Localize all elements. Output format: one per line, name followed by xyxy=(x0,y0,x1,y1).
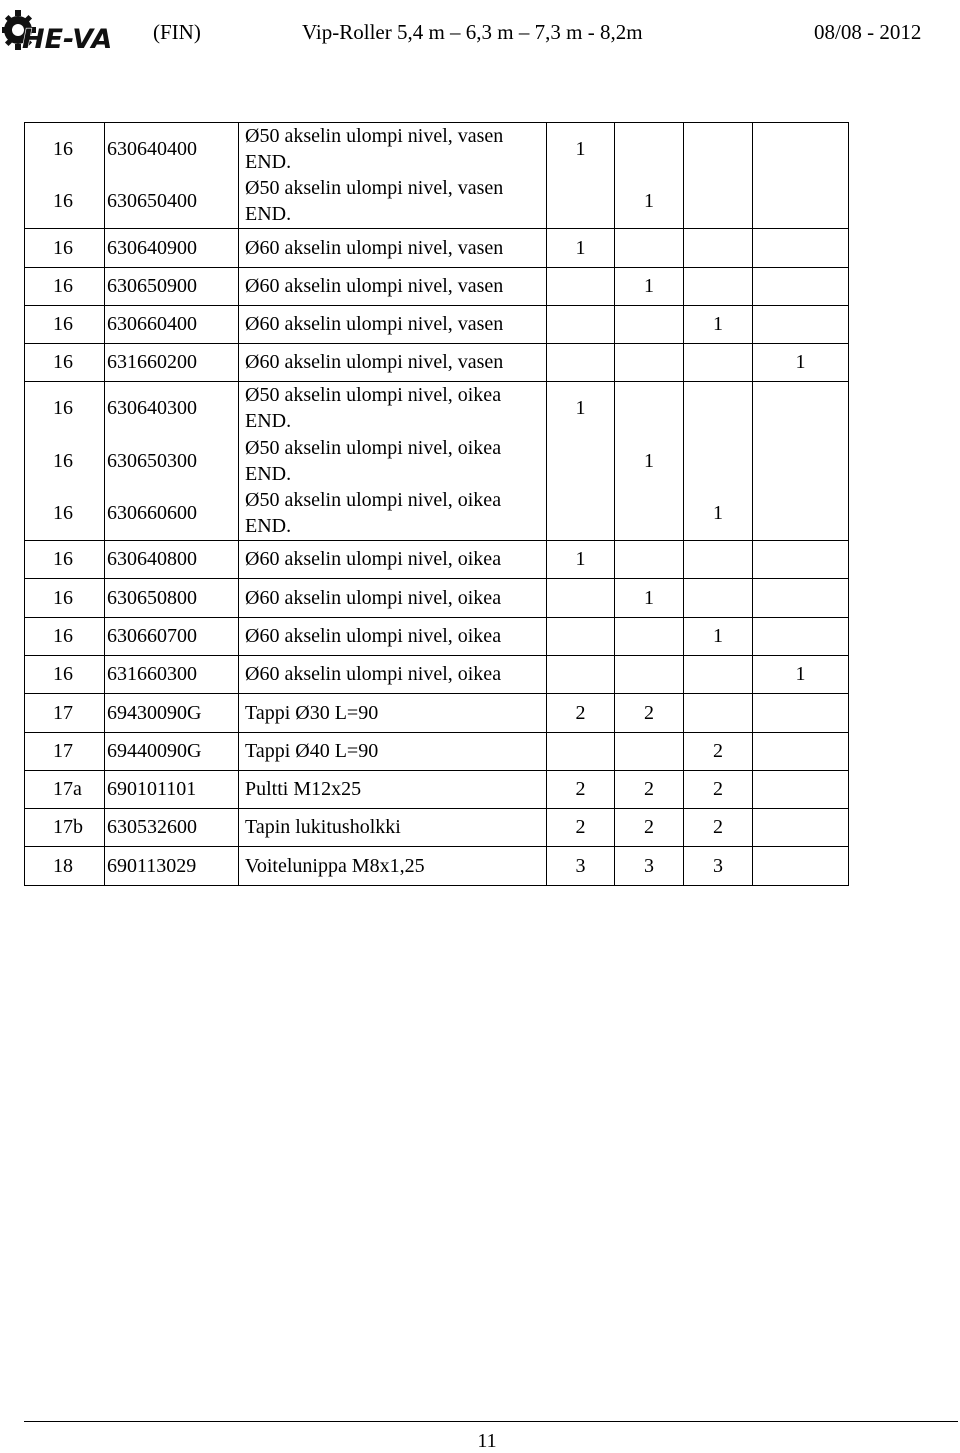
table-row xyxy=(25,808,849,846)
table-row xyxy=(25,381,849,434)
part-number-cell: 631660200 xyxy=(105,343,239,381)
part-number-cell: 630660700 xyxy=(105,617,239,655)
part-number-cell: 631660300 xyxy=(105,655,239,693)
item-ref-cell: 16 xyxy=(25,305,105,343)
page-number: 11 xyxy=(477,1430,497,1452)
quantity-cell xyxy=(753,381,849,434)
quantity-cell xyxy=(547,487,615,540)
quantity-cell xyxy=(547,617,615,655)
quantity-cell xyxy=(753,846,849,885)
quantity-cell xyxy=(684,655,753,693)
quantity-cell xyxy=(753,305,849,343)
table-row xyxy=(25,655,849,693)
description-cell: Ø60 akselin ulompi nivel, oikea xyxy=(239,617,547,655)
quantity-cell xyxy=(684,578,753,617)
item-ref-cell: 17b xyxy=(25,808,105,846)
quantity-cell xyxy=(615,732,684,770)
quantity-cell xyxy=(753,808,849,846)
page-header xyxy=(0,0,960,66)
quantity-cell: 1 xyxy=(615,175,684,228)
quantity-cell: 3 xyxy=(684,846,753,885)
part-number-cell: 630660400 xyxy=(105,305,239,343)
quantity-cell: 1 xyxy=(684,617,753,655)
quantity-cell xyxy=(753,770,849,808)
table-row xyxy=(25,540,849,578)
quantity-cell xyxy=(615,343,684,381)
quantity-cell xyxy=(615,617,684,655)
item-ref-cell: 17 xyxy=(25,693,105,732)
quantity-cell: 2 xyxy=(547,770,615,808)
description-cell: Ø60 akselin ulompi nivel, oikea xyxy=(239,578,547,617)
quantity-cell xyxy=(684,267,753,305)
quantity-cell xyxy=(753,732,849,770)
item-ref-cell: 16 xyxy=(25,655,105,693)
part-number-cell: 630532600 xyxy=(105,808,239,846)
quantity-cell xyxy=(753,578,849,617)
table-row xyxy=(25,123,849,176)
part-number-cell: 69440090G xyxy=(105,732,239,770)
item-ref-cell: 16 xyxy=(25,267,105,305)
quantity-cell xyxy=(547,655,615,693)
quantity-cell: 2 xyxy=(615,693,684,732)
description-cell: Ø60 akselin ulompi nivel, vasen xyxy=(239,228,547,267)
quantity-cell: 1 xyxy=(753,343,849,381)
part-number-cell: 630640300 xyxy=(105,381,239,434)
quantity-cell xyxy=(547,578,615,617)
quantity-cell xyxy=(684,434,753,487)
quantity-cell xyxy=(615,655,684,693)
table-row xyxy=(25,305,849,343)
table-row xyxy=(25,732,849,770)
part-number-cell: 690113029 xyxy=(105,846,239,885)
quantity-cell xyxy=(684,693,753,732)
quantity-cell: 2 xyxy=(684,732,753,770)
part-number-cell: 630660600 xyxy=(105,487,239,540)
quantity-cell: 1 xyxy=(547,540,615,578)
quantity-cell xyxy=(753,123,849,176)
quantity-cell xyxy=(615,487,684,540)
quantity-cell: 1 xyxy=(547,123,615,176)
item-ref-cell: 18 xyxy=(25,846,105,885)
quantity-cell: 2 xyxy=(684,808,753,846)
part-number-cell: 630650800 xyxy=(105,578,239,617)
quantity-cell xyxy=(753,693,849,732)
item-ref-cell: 16 xyxy=(25,540,105,578)
description-cell: Ø50 akselin ulompi nivel, vasen END. xyxy=(239,123,547,176)
part-number-cell: 690101101 xyxy=(105,770,239,808)
quantity-cell xyxy=(547,434,615,487)
table-row xyxy=(25,228,849,267)
document-date: 08/08 - 2012 xyxy=(814,20,922,44)
description-cell: Tappi Ø30 L=90 xyxy=(239,693,547,732)
language-code: (FIN) xyxy=(153,20,201,44)
item-ref-cell: 16 xyxy=(25,381,105,434)
part-number-cell: 630640800 xyxy=(105,540,239,578)
table-row xyxy=(25,175,849,228)
part-number-cell: 630650300 xyxy=(105,434,239,487)
item-ref-cell: 16 xyxy=(25,434,105,487)
quantity-cell: 2 xyxy=(684,770,753,808)
table-row xyxy=(25,578,849,617)
quantity-cell: 2 xyxy=(615,808,684,846)
table-row xyxy=(25,770,849,808)
item-ref-cell: 16 xyxy=(25,617,105,655)
quantity-cell: 3 xyxy=(547,846,615,885)
description-cell: Ø50 akselin ulompi nivel, oikea END. xyxy=(239,434,547,487)
parts-table-body xyxy=(25,123,849,886)
quantity-cell xyxy=(753,434,849,487)
item-ref-cell: 16 xyxy=(25,343,105,381)
part-number-cell: 630650900 xyxy=(105,267,239,305)
quantity-cell: 1 xyxy=(615,267,684,305)
document-title: Vip-Roller 5,4 m – 6,3 m – 7,3 m - 8,2m xyxy=(302,20,643,44)
quantity-cell xyxy=(753,487,849,540)
item-ref-cell: 17a xyxy=(25,770,105,808)
quantity-cell xyxy=(684,228,753,267)
parts-table xyxy=(24,122,849,886)
item-ref-cell: 16 xyxy=(25,123,105,176)
quantity-cell xyxy=(547,732,615,770)
description-cell: Pultti M12x25 xyxy=(239,770,547,808)
item-ref-cell: 16 xyxy=(25,175,105,228)
quantity-cell xyxy=(753,175,849,228)
item-ref-cell: 16 xyxy=(25,487,105,540)
quantity-cell xyxy=(684,381,753,434)
description-cell: Ø60 akselin ulompi nivel, vasen xyxy=(239,343,547,381)
quantity-cell: 1 xyxy=(684,305,753,343)
table-row xyxy=(25,487,849,540)
quantity-cell xyxy=(615,381,684,434)
quantity-cell: 1 xyxy=(547,381,615,434)
quantity-cell: 3 xyxy=(615,846,684,885)
quantity-cell: 1 xyxy=(753,655,849,693)
table-row xyxy=(25,343,849,381)
quantity-cell xyxy=(684,175,753,228)
quantity-cell xyxy=(753,540,849,578)
description-cell: Ø60 akselin ulompi nivel, vasen xyxy=(239,267,547,305)
description-cell: Ø60 akselin ulompi nivel, oikea xyxy=(239,540,547,578)
part-number-cell: 630640900 xyxy=(105,228,239,267)
quantity-cell xyxy=(615,123,684,176)
item-ref-cell: 16 xyxy=(25,228,105,267)
description-cell: Ø50 akselin ulompi nivel, oikea END. xyxy=(239,381,547,434)
description-cell: Ø60 akselin ulompi nivel, oikea xyxy=(239,655,547,693)
quantity-cell: 2 xyxy=(547,693,615,732)
quantity-cell xyxy=(615,305,684,343)
quantity-cell: 2 xyxy=(615,770,684,808)
table-row xyxy=(25,846,849,885)
description-cell: Ø50 akselin ulompi nivel, oikea END. xyxy=(239,487,547,540)
he-va-logo xyxy=(2,4,126,60)
quantity-cell xyxy=(684,343,753,381)
footer-divider xyxy=(24,1421,958,1422)
description-cell: Tappi Ø40 L=90 xyxy=(239,732,547,770)
item-ref-cell: 17 xyxy=(25,732,105,770)
part-number-cell: 630640400 xyxy=(105,123,239,176)
quantity-cell xyxy=(615,540,684,578)
description-cell: Ø50 akselin ulompi nivel, vasen END. xyxy=(239,175,547,228)
quantity-cell xyxy=(753,228,849,267)
table-row xyxy=(25,617,849,655)
quantity-cell xyxy=(615,228,684,267)
description-cell: Tapin lukitusholkki xyxy=(239,808,547,846)
svg-text:HE-VA: HE-VA xyxy=(22,24,113,55)
table-row xyxy=(25,267,849,305)
part-number-cell: 69430090G xyxy=(105,693,239,732)
description-cell: Voitelunippa M8x1,25 xyxy=(239,846,547,885)
item-ref-cell: 16 xyxy=(25,578,105,617)
quantity-cell: 2 xyxy=(547,808,615,846)
quantity-cell: 1 xyxy=(547,228,615,267)
quantity-cell xyxy=(547,175,615,228)
part-number-cell: 630650400 xyxy=(105,175,239,228)
quantity-cell: 1 xyxy=(615,434,684,487)
quantity-cell: 1 xyxy=(615,578,684,617)
table-row xyxy=(25,693,849,732)
table-row xyxy=(25,434,849,487)
quantity-cell: 1 xyxy=(684,487,753,540)
quantity-cell xyxy=(753,267,849,305)
description-cell: Ø60 akselin ulompi nivel, vasen xyxy=(239,305,547,343)
quantity-cell xyxy=(547,305,615,343)
quantity-cell xyxy=(547,267,615,305)
quantity-cell xyxy=(753,617,849,655)
quantity-cell xyxy=(547,343,615,381)
quantity-cell xyxy=(684,123,753,176)
quantity-cell xyxy=(684,540,753,578)
